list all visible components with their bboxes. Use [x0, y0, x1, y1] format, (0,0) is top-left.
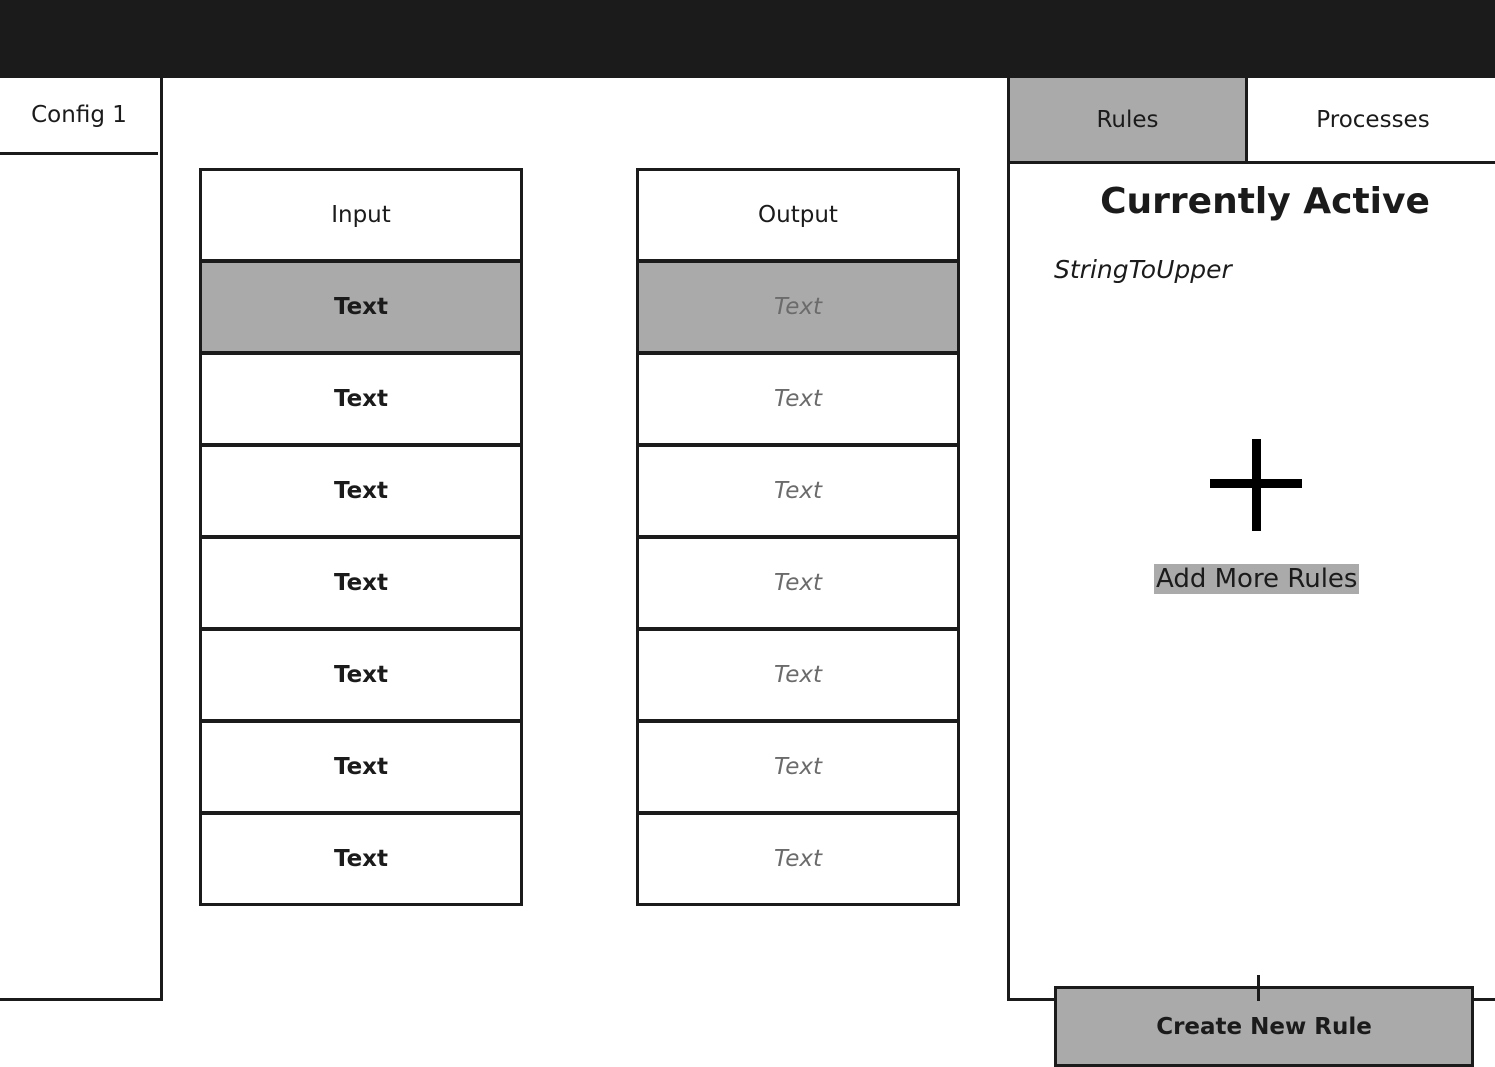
currently-active-title: Currently Active [1100, 181, 1430, 222]
input-row[interactable] [202, 447, 520, 539]
create-new-rule-label: Create New Rule [1156, 1013, 1372, 1040]
rules-content [1010, 167, 1495, 1040]
input-row[interactable] [202, 355, 520, 447]
config-tab[interactable] [0, 78, 158, 155]
output-row[interactable] [639, 631, 957, 723]
tab-processes[interactable] [1248, 78, 1495, 164]
output-row[interactable] [639, 447, 957, 539]
tab-rules-label: Rules [1096, 106, 1159, 133]
sidebar [0, 78, 163, 1001]
output-row-label: Text [774, 754, 822, 780]
input-row-label: Text [333, 570, 389, 596]
plus-icon[interactable] [1210, 439, 1302, 531]
input-row[interactable] [202, 815, 520, 903]
output-row[interactable] [639, 723, 957, 815]
input-row[interactable] [202, 263, 520, 355]
output-row-label: Text [774, 386, 822, 412]
rules-panel [1007, 78, 1495, 1040]
input-row-label: Text [333, 754, 389, 780]
config-tab-label: Config 1 [31, 102, 127, 128]
add-more-rules-button[interactable]: Add More Rules [1156, 564, 1358, 594]
output-row-label: Text [774, 846, 822, 872]
output-row[interactable] [639, 355, 957, 447]
output-row-label: Text [774, 570, 822, 596]
input-row[interactable] [202, 631, 520, 723]
active-rule-item[interactable]: StringToUpper [1054, 255, 1232, 284]
input-row-label: Text [333, 478, 389, 504]
input-row[interactable] [202, 539, 520, 631]
output-row[interactable] [639, 263, 957, 355]
output-row[interactable] [639, 815, 957, 903]
create-new-rule-button[interactable] [1054, 986, 1474, 1067]
connector-line [1257, 975, 1260, 1001]
tab-rules[interactable] [1010, 78, 1248, 164]
tab-processes-label: Processes [1316, 106, 1430, 133]
top-bar [0, 0, 1495, 78]
input-row-label: Text [333, 662, 389, 688]
output-row-label: Text [774, 662, 822, 688]
input-row-label: Text [333, 294, 389, 320]
input-row-label: Text [333, 386, 389, 412]
output-header-label: Output [758, 202, 838, 228]
output-column [636, 168, 960, 906]
input-header-label: Input [331, 202, 391, 228]
input-row-label: Text [333, 846, 389, 872]
input-row[interactable] [202, 723, 520, 815]
output-row[interactable] [639, 539, 957, 631]
input-column [199, 168, 523, 906]
input-column-header [202, 171, 520, 263]
output-row-label: Text [774, 294, 822, 320]
output-row-label: Text [774, 478, 822, 504]
output-column-header [639, 171, 957, 263]
